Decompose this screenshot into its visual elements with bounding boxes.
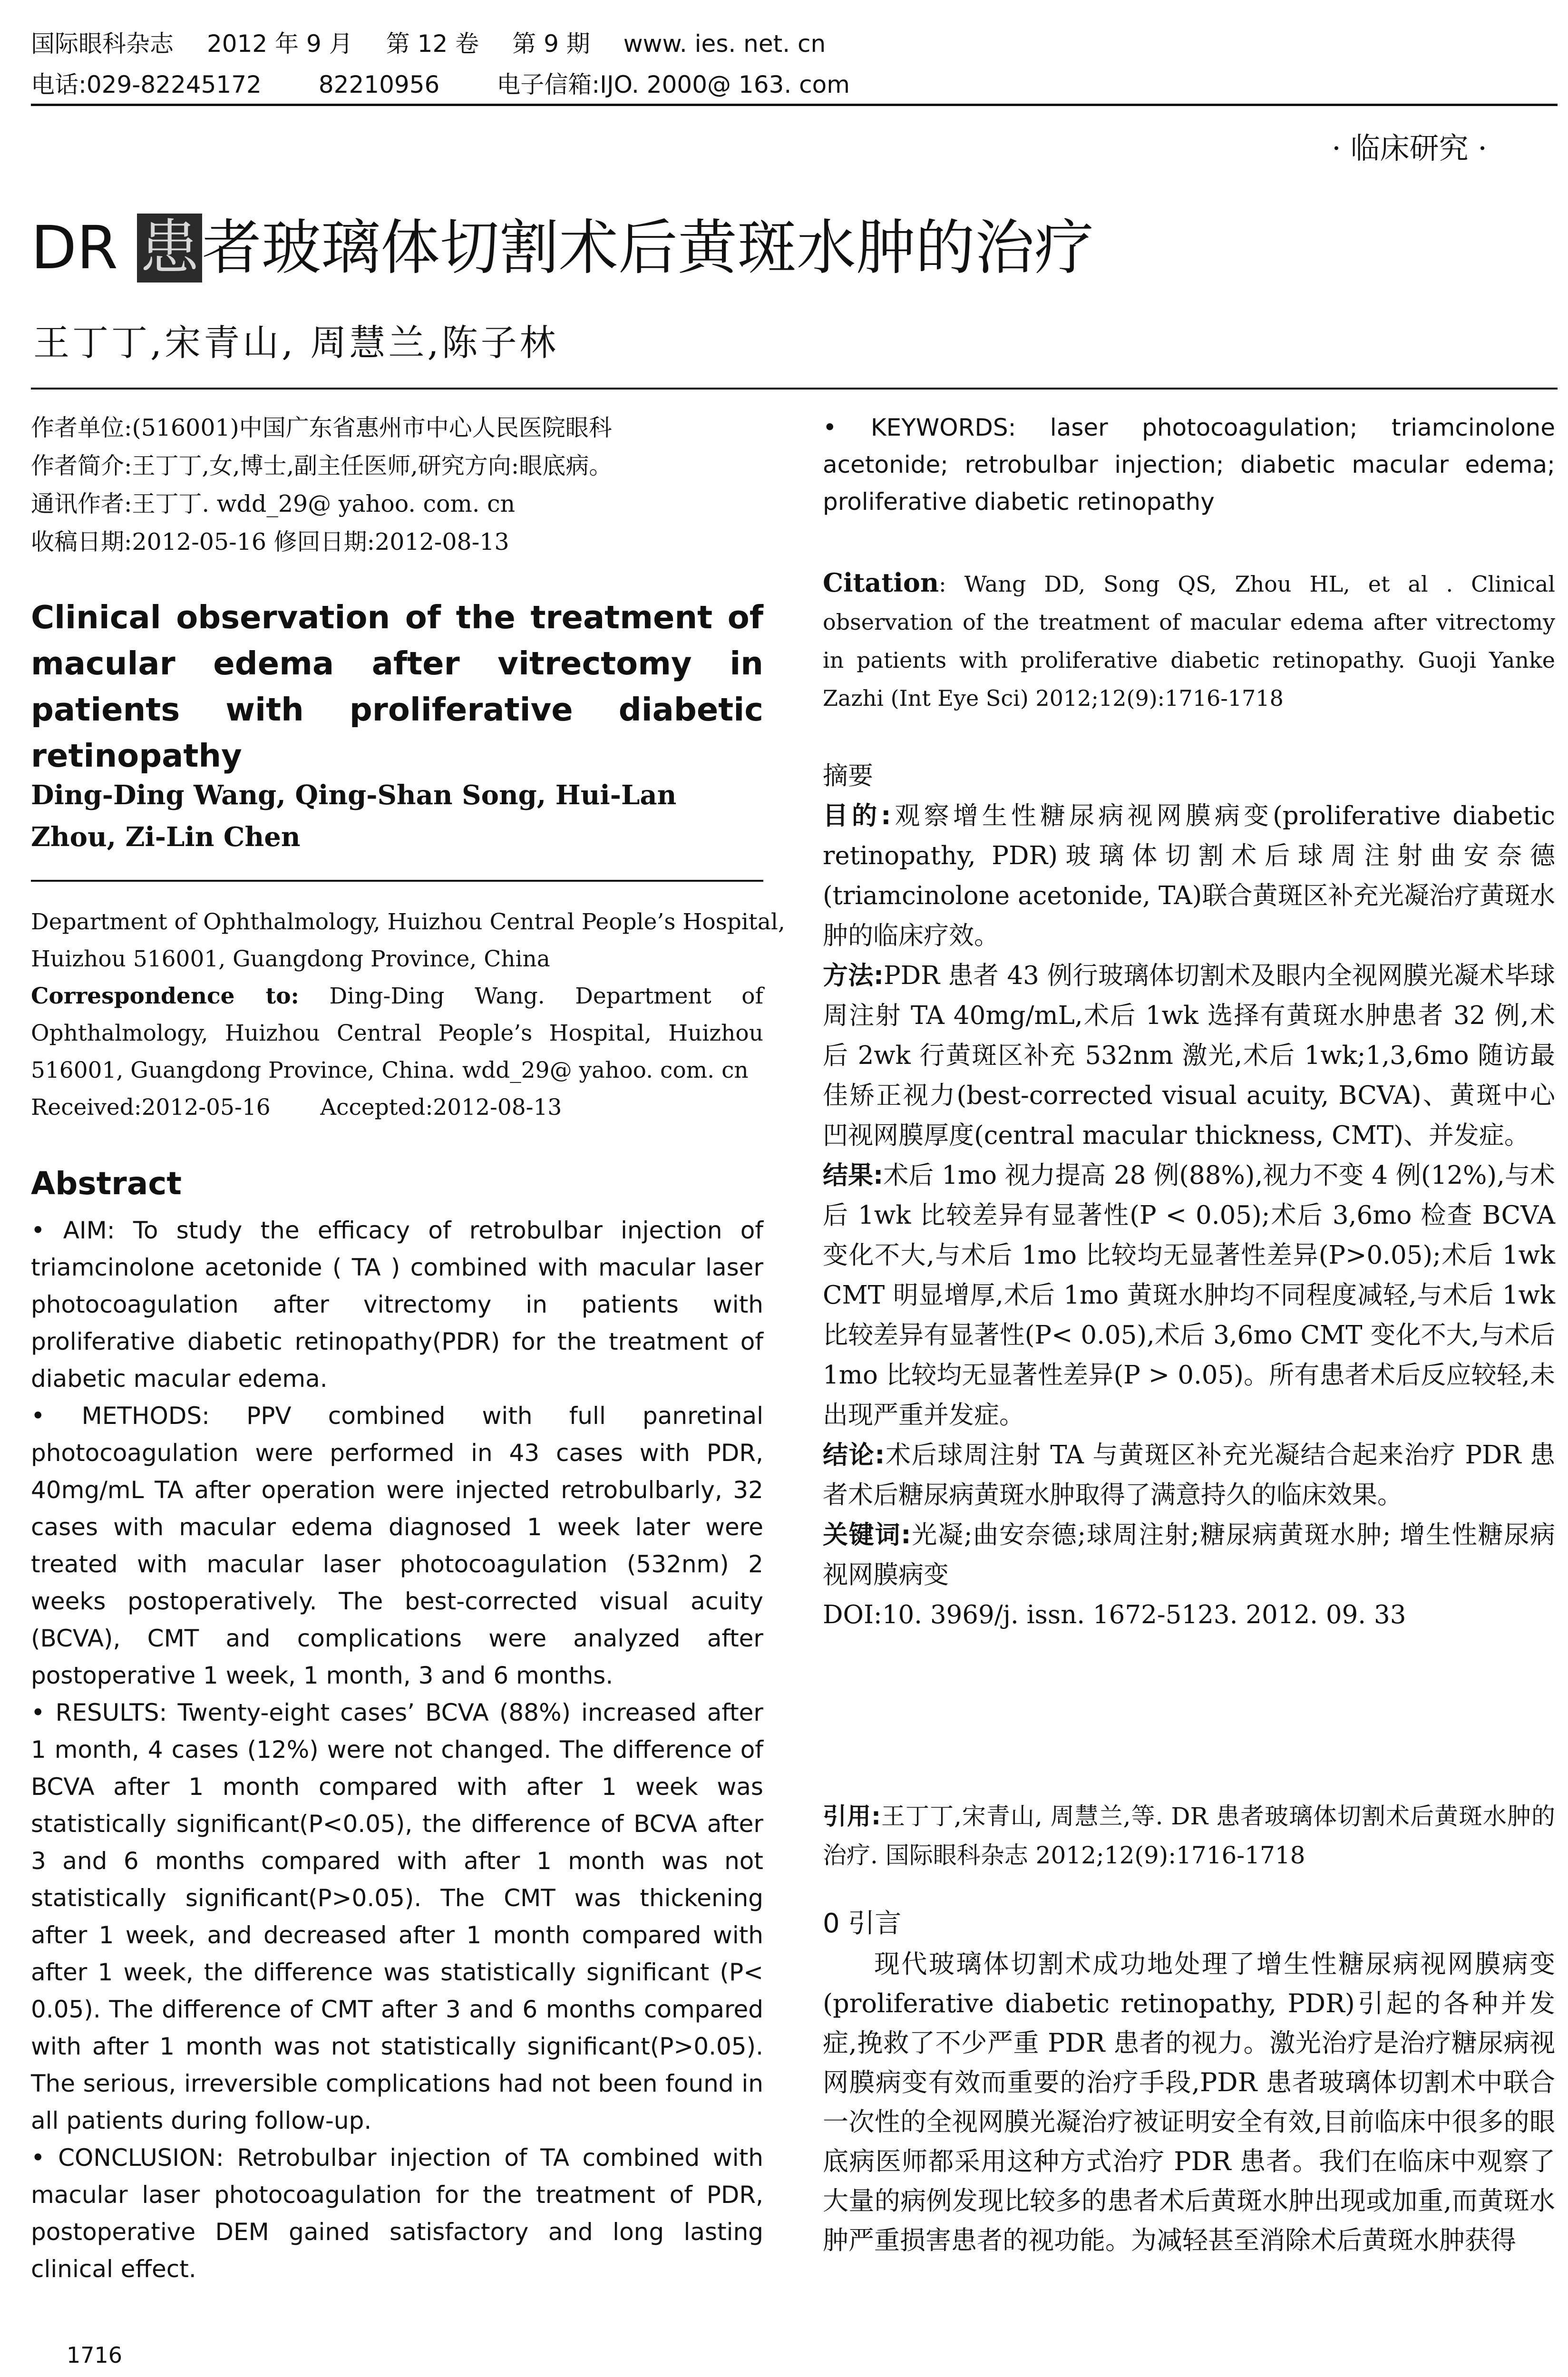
affiliation-cn: 作者单位:(516001)中国广东省惠州市中心人民医院眼科 bbox=[31, 414, 612, 441]
journal-name: 国际眼科杂志 bbox=[31, 30, 174, 58]
title-prefix: DR bbox=[31, 214, 137, 283]
affil-line-2: Huizhou 516001, Guangdong Province, China bbox=[31, 946, 550, 972]
english-affiliation bbox=[31, 904, 785, 1126]
correspondence-label: Correspondence to: bbox=[31, 983, 299, 1009]
dates-cn: 收稿日期:2012-05-16 修回日期:2012-08-13 bbox=[31, 528, 509, 555]
cn-results-label: 结果: bbox=[823, 1161, 884, 1190]
correspondence-cn: 通讯作者:王丁丁. wdd_29@ yahoo. com. cn bbox=[31, 490, 516, 517]
journal-phone: 电话:029-82245172 bbox=[31, 71, 262, 98]
issue-number: 第 9 期 bbox=[512, 30, 590, 58]
affil-line-1: Department of Ophthalmology, Huizhou Central People’s Hospital, bbox=[31, 909, 785, 935]
abstract-aim: • AIM: To study the efficacy of retrobulbar injection of triamcinolone acetonide ( TA ) combined with macular laser photocoagulation after vitrectomy in patients with proliferative diabetic retinopathy(PDR) for the treatment of diabetic macular edema. bbox=[31, 1217, 763, 1393]
section-label: · 临床研究 · bbox=[1332, 131, 1487, 166]
issue-date: 2012 年 9 月 bbox=[207, 30, 353, 58]
abstract-heading: Abstract bbox=[31, 1165, 182, 1202]
journal-email[interactable]: 电子信箱:IJO. 2000@ 163. com bbox=[497, 71, 850, 98]
cn-methods-label: 方法: bbox=[823, 961, 884, 990]
journal-phone2: 82210956 bbox=[318, 71, 440, 98]
cn-cite-label: 引用: bbox=[823, 1802, 881, 1830]
page-number: 1716 bbox=[67, 2342, 123, 2368]
cn-abstract-heading: 摘要 bbox=[823, 761, 873, 790]
abstract-results: • RESULTS: Twenty-eight cases’ BCVA (88%) increased after 1 month, 4 cases (12%) were not changed. The difference of BCVA after 1 month compared with after 1 week was statistically significant(P<0.05), the difference of BCVA after 3 and 6 months compared with after 1 month was not statistically significant(P>0.05). The CMT was thickening after 1 week, and decreased after 1 month compared with after 1 week, the difference was statistically significant (P< 0.05). The difference of CMT after 3 and 6 months compared with after 1 month was not statistically significant(P>0.05). The serious, irreversible complications had not been found in all patients during follow-up. bbox=[31, 1699, 763, 2134]
article-title bbox=[31, 200, 1094, 285]
title-rest: 者玻璃体切割术后黄斑水肿的治疗 bbox=[202, 214, 1094, 283]
english-title: Clinical observation of the treatment of macular edema after vitrectomy in patients with proliferative diabetic retinopathy bbox=[31, 599, 763, 774]
abstract-conclusion: • CONCLUSION: Retrobulbar injection of TA combined with macular laser photocoagulation for the treatment of PDR, postoperative DEM gained satisfactory and long lasting clinical effect. bbox=[31, 2144, 763, 2283]
cn-aim-label: 目的: bbox=[823, 801, 891, 830]
cn-conclusion-label: 结论: bbox=[823, 1441, 885, 1470]
cn-aim-text: 观察增生性糖尿病视网膜病变(proliferative diabetic retinopathy, PDR)玻璃体切割术后球周注射曲安奈德(triamcinolone acetonide, TA)联合黄斑区补充光凝治疗黄斑水肿的临床疗效。 bbox=[823, 801, 1555, 950]
cn-keywords-text: 光凝;曲安奈德;球周注射;糖尿病黄斑水肿; 增生性糖尿病视网膜病变 bbox=[823, 1520, 1555, 1589]
cn-conclusion bbox=[823, 1435, 1555, 1515]
cn-methods bbox=[823, 956, 1555, 1156]
intro-body: 现代玻璃体切割术成功地处理了增生性糖尿病视网膜病变(proliferative diabetic retinopathy, PDR)引起的各种并发症,挽救了不少严重 PDR 患者的视力。激光治疗是治疗糖尿病视网膜病变有效而重要的治疗手段,PDR 患者玻璃体切割术中联合一次性的全视网膜光凝治疗被证明安全有效,目前临床中很多的眼底病医师都采用这种方式治疗 PDR 患者。我们在临床中观察了大量的病例发现比较多的患者术后黄斑水肿出现或加重,而黄斑水肿严重损害患者的视功能。为减轻甚至消除术后黄斑水肿获得 bbox=[823, 1949, 1555, 2255]
bio-cn: 作者简介:王丁丁,女,博士,副主任医师,研究方向:眼底病。 bbox=[31, 452, 613, 479]
intro-heading: 0 引言 bbox=[823, 1908, 902, 1939]
dates-en: Received:2012-05-16 Accepted:2012-08-13 bbox=[31, 1094, 562, 1120]
citation-en bbox=[823, 564, 1555, 717]
abstract-chinese bbox=[823, 756, 1555, 1635]
journal-website[interactable]: www. ies. net. cn bbox=[623, 30, 826, 58]
header-rule bbox=[31, 104, 1558, 106]
cn-results bbox=[823, 1156, 1555, 1435]
meta-chinese bbox=[31, 409, 763, 561]
title-highlight: 患 bbox=[137, 214, 202, 283]
cn-cite-text: 王丁丁,宋青山, 周慧兰,等. DR 患者玻璃体切割术后黄斑水肿的治疗. 国际眼科杂志 2012;12(9):1716-1718 bbox=[823, 1802, 1555, 1869]
correspondence-en bbox=[31, 978, 763, 1089]
volume: 第 12 卷 bbox=[386, 30, 479, 58]
english-authors: Ding-Ding Wang, Qing-Shan Song, Hui-Lan Zhou, Zi-Lin Chen bbox=[31, 779, 677, 853]
citation-label: Citation bbox=[823, 567, 939, 598]
cn-methods-text: PDR 患者 43 例行玻璃体切割术及眼内全视网膜光凝术毕球周注射 TA 40mg/mL,术后 1wk 选择有黄斑水肿患者 32 例,术后 2wk 行黄斑区补充 532nm 激光,术后 1wk;1,3,6mo 随访最佳矫正视力(best-corrected visual acuity, BCVA)、黄斑中心凹视网膜厚度(central macular thickness, CMT)、并发症。 bbox=[823, 961, 1555, 1150]
cn-aim bbox=[823, 796, 1555, 956]
cn-results-text: 术后 1mo 视力提高 28 例(88%),视力不变 4 例(12%),与术后 1wk 比较差异有显著性(P < 0.05);术后 3,6mo 检查 BCVA 变化不大,与术后 1mo 比较均无显著性差异(P>0.05);术后 1wk CMT 明显增厚,术后 1mo 黄斑水肿均不同程度减轻,与术后 1wk 比较差异有显著性(P< 0.05),术后 3,6mo CMT 变化不大,与术后 1mo 比较均无显著性差异(P > 0.05)。所有患者术后反应较轻,未出现严重并发症。 bbox=[823, 1161, 1555, 1430]
citation-text: : Wang DD, Song QS, Zhou HL, et al . Clinical observation of the treatment of macular edema after vitrectomy in patients with proliferative diabetic retinopathy. Guoji Yanke Zazhi (Int Eye Sci) 2012;12(9):1716-1718 bbox=[823, 571, 1555, 711]
journal-contact bbox=[31, 66, 907, 100]
authors-chinese: 王丁丁,宋青山, 周慧兰,陈子林 bbox=[33, 321, 559, 364]
cn-keywords-label: 关键词: bbox=[823, 1520, 911, 1549]
keywords-en: • KEYWORDS: laser photocoagulation; triamcinolone acetonide; retrobulbar injection; diabetic macular edema; proliferative diabetic retinopathy bbox=[823, 414, 1555, 516]
correspondence-text: Ding-Ding Wang. Department of Ophthalmology, Huizhou Central People’s Hospital, Huizhou 516001, Guangdong Province, China. wdd_29@ yahoo. com. cn bbox=[31, 983, 763, 1083]
cn-conclusion-text: 术后球周注射 TA 与黄斑区补充光凝结合起来治疗 PDR 患者术后糖尿病黄斑水肿取得了满意持久的临床效果。 bbox=[823, 1441, 1555, 1510]
affil-rule bbox=[31, 880, 763, 882]
cn-doi[interactable]: DOI:10. 3969/j. issn. 1672-5123. 2012. 09. 33 bbox=[823, 1600, 1406, 1629]
citation-cn bbox=[823, 1797, 1555, 1875]
abstract-methods: • METHODS: PPV combined with full panretinal photocoagulation were performed in 43 cases with PDR, 40mg/mL TA after operation were injected retrobulbarly, 32 cases with macular edema diagnosed 1 week later were treated with macular laser photocoagulation (532nm) 2 weeks postoperatively. The best-corrected visual acuity (BCVA), CMT and complications were analyzed after postoperative 1 week, 1 month, 3 and 6 months. bbox=[31, 1402, 763, 1689]
journal-header bbox=[31, 25, 859, 59]
title-rule bbox=[31, 388, 1558, 390]
abstract-body bbox=[31, 1212, 763, 2288]
cn-keywords bbox=[823, 1515, 1555, 1595]
